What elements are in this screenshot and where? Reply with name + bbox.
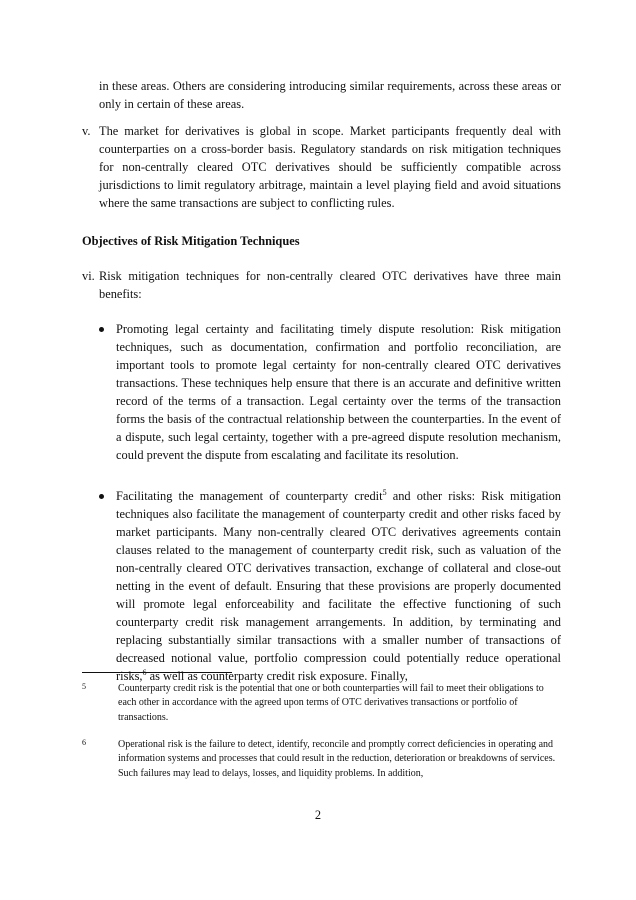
item-number: v. bbox=[82, 124, 91, 138]
bullet-counterparty-credit bbox=[99, 487, 561, 685]
footnote-text: Counterparty credit risk is the potential that one or both counterparties will fail to meet their obligations to each other in accordance with the agreed upon terms of OTC derivatives transactions or portfolio of transactions. bbox=[118, 683, 544, 723]
list-item-v bbox=[82, 122, 561, 212]
bullet-text-part: and other risks: Risk mitigation techniques also facilitate the management of counterparty credit and other risks faced by market participants. Many non-centrally cleared OTC derivatives agreements contain clauses related to the management of counterparty credit risk, such as valuation of the non-centrally cleared OTC derivatives transaction, exchange of collateral and close-out netting in the event of default. Ensuring that these provisions are properly documented will promote legal enforceability and facilitate the effective functioning of such counterparty credit risk management arrangements. In addition, by terminating and replacing substantially similar transactions with a smaller number of transactions of decreased notional value, portfolio compression could potentially reduce operational risks, bbox=[116, 489, 561, 683]
bullet-text bbox=[116, 487, 561, 685]
footnote-mark: 6 bbox=[82, 738, 86, 747]
footnote-6 bbox=[82, 738, 561, 781]
bullet-legal-certainty bbox=[99, 320, 561, 464]
bullet-text-part: as well as counterparty credit risk exposure. Finally, bbox=[146, 669, 408, 683]
item-text: The market for derivatives is global in scope. Market participants frequently deal with counterparties on a cross-border basis. Regulatory standards on risk mitigation techniques for non-centrally cleared OTC derivatives should be sufficiently compatible across jurisdictions to limit regulatory arbitrage, maintain a level playing field and avoid situations where the same transactions are subject to conflicting rules. bbox=[99, 124, 561, 210]
list-item-vi bbox=[82, 267, 561, 303]
footnote-mark: 5 bbox=[82, 682, 86, 691]
item-text: Risk mitigation techniques for non-centrally cleared OTC derivatives have three main benefits: bbox=[99, 269, 561, 301]
bullet-text-part: Facilitating the management of counterparty credit bbox=[116, 489, 383, 503]
bullet-dot-icon bbox=[99, 327, 104, 332]
footnote-divider bbox=[82, 672, 232, 673]
page-number: 2 bbox=[314, 808, 322, 822]
footnote-ref-6[interactable]: 6 bbox=[142, 667, 147, 677]
footnote-5 bbox=[82, 682, 561, 725]
section-heading: Objectives of Risk Mitigation Techniques bbox=[82, 234, 300, 248]
footnote-text: Operational risk is the failure to detect, identify, reconcile and promptly correct deficiencies in operating and information systems and processes that could result in the reduction, deterioration or breakdowns of services. Such failures may lead to delays, losses, and liquidity problems. In addition, bbox=[118, 739, 556, 779]
bullet-text: Promoting legal certainty and facilitating timely dispute resolution: Risk mitigation techniques, such as documentation, confirmation and portfolio reconciliation, are important tools to promote legal certainty for non-centrally cleared OTC derivatives transactions. These techniques help ensure that there is an accurate and definitive written record of the terms of a transaction. Legal certainty over the terms of the transaction forms the basis of the contractual relationship between the counterparties. In the event of a dispute, such legal certainty, together with a pre-agreed dispute resolution mechanism, could prevent the dispute from escalating and facilitate its resolution. bbox=[116, 322, 561, 462]
bullet-dot-icon bbox=[99, 494, 104, 499]
item-number: vi. bbox=[82, 269, 95, 283]
continuation-paragraph: in these areas. Others are considering introducing similar requirements, across these areas or only in certain of these areas. bbox=[99, 79, 561, 111]
footnote-ref-5[interactable]: 5 bbox=[382, 487, 387, 497]
